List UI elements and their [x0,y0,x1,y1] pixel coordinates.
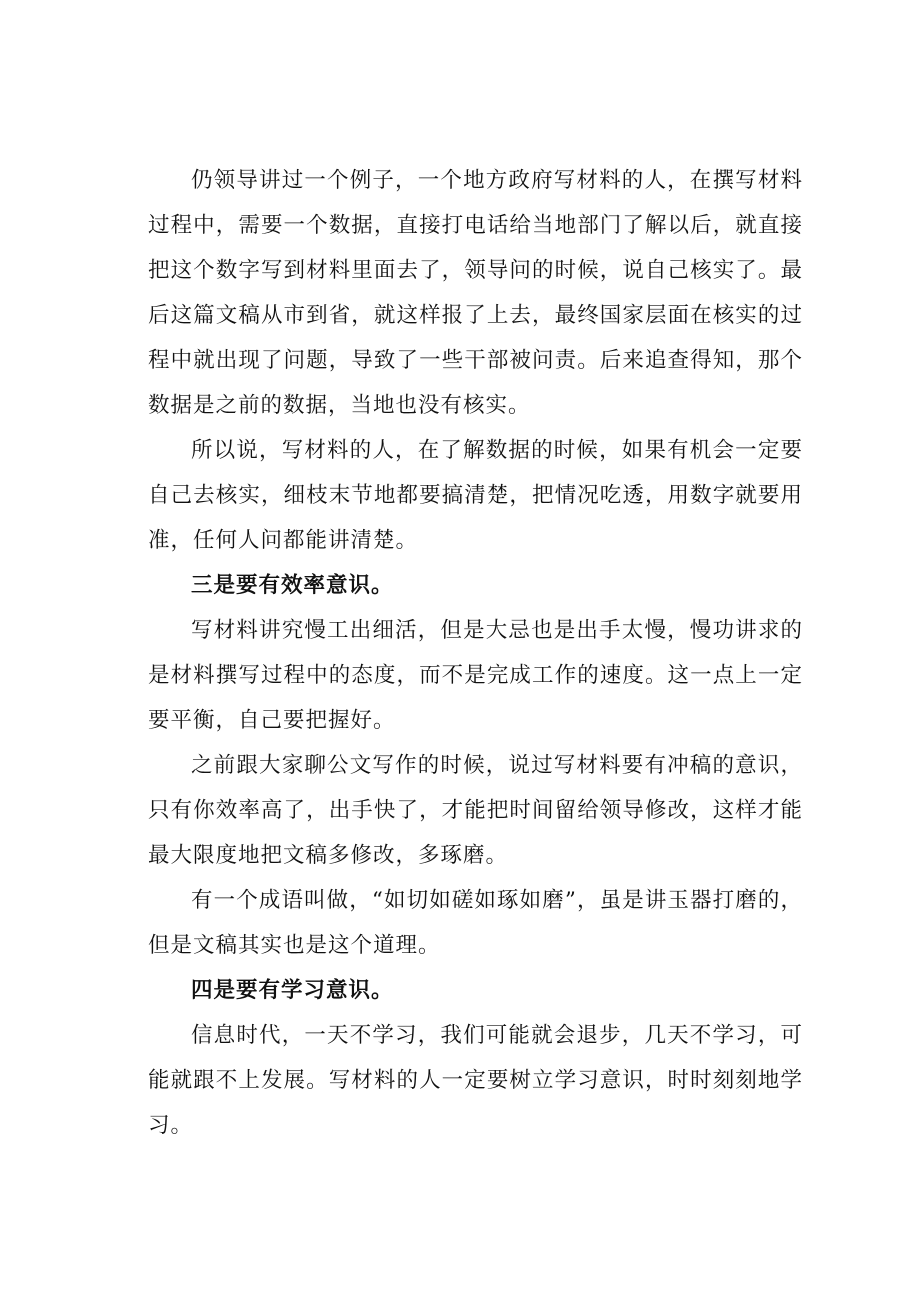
body-paragraph: 信息时代，一天不学习，我们可能就会退步，几天不学习，可能就跟不上发展。写材料的人一定要树立学习意识，时时刻刻地学习。 [148,1023,803,1138]
body-paragraph: 之前跟大家聊公文写作的时候，说过写材料要有冲稿的意识，只有你效率高了，出手快了，才能把时间留给领导修改，这样才能最大限度地把文稿多修改，多琢磨。 [148,753,803,868]
section-heading: 四是要有学习意识。 [191,978,394,1003]
body-paragraph: 仍领导讲过一个例子，一个地方政府写材料的人，在撰写材料过程中，需要一个数据，直接打电话给当地部门了解以后，就直接把这个数字写到材料里面去了，领导问的时候，说自己核实了。最后这篇文稿从市到省，就这样报了上去，最终国家层面在核实的过程中就出现了问题，导致了一些干部被问责。后来追查得知，那个数据是之前的数据，当地也没有核实。 [148,168,803,418]
section-heading: 三是要有效率意识。 [191,573,394,598]
body-paragraph: 有一个成语叫做，“如切如磋如琢如磨”，虽是讲玉器打磨的，但是文稿其实也是这个道理。 [148,888,803,958]
body-paragraph: 所以说，写材料的人，在了解数据的时候，如果有机会一定要自己去核实，细枝末节地都要搞清楚，把情况吃透，用数字就要用准，任何人问都能讲清楚。 [148,438,803,553]
document-body [148,158,803,1148]
body-paragraph: 写材料讲究慢工出细活，但是大忌也是出手太慢，慢功讲求的是材料撰写过程中的态度，而不是完成工作的速度。这一点上一定要平衡，自己要把握好。 [148,618,803,733]
